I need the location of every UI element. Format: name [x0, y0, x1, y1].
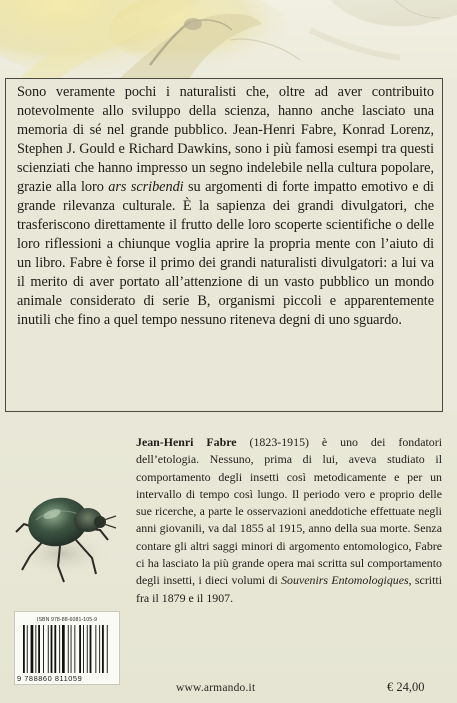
- quote-text-1: Sono veramente pochi i naturalisti che, oltre ad aver contribuito notevolmente allo sviluppo della scienza, hanno anche lasciato una memoria di sé nel grande pubblico. Jean-Henri Fabre, Konrad Lorenz, Stephen J. Gould e Richard Dawkins, sono i più famosi esempi tra questi scienziati che hanno impresso un segno indelebile nella cultura popolare, grazie alla loro: [17, 84, 434, 195]
- barcode-bars: [23, 625, 111, 673]
- quote-paragraph: [17, 83, 434, 330]
- quote-italic-term: ars scribendi: [108, 179, 184, 195]
- top-insect-image: [0, 0, 457, 78]
- bio-text-1: (1823-1915) è uno dei fondatori dell’etologia. Nessuno, prima di lui, aveva studiato il comportamento degli insetti così metodicamente e per un intervallo di tempo così lungo. Il periodo vero e proprio delle sue ricerche, a parte le osservazioni aneddotiche effettuate negli anni giovanili, va dal 1855 al 1915, anno della sua morte. Senza contare gli altri saggi minori di argomento entomologico, Fabre ci ha lasciato la più grande opera mai scritta sul comportamento degli insetti, i dieci volumi di: [136, 435, 442, 588]
- quote-text-2: su argomenti di forte impatto emotivo e di grande rilevanza culturale. È la sapienza dei grandi divulgatori, che trasferiscono direttamente il frutto delle loro scoperte scientifiche o delle loro riflessioni a chiunque voglia aprire la propria mente con l’aiuto di un libro. Fabre è forse il primo dei grandi naturalisti divulgatori: a lui va il merito di aver portato all’attenzione di un vasto pubblico un mondo animale considerato di serie B, organismi piccoli e apparentemente inutili che fino a quel tempo nessuno riteneva degni di uno sguardo.: [17, 179, 434, 328]
- author-name: Jean-Henri Fabre: [136, 435, 237, 449]
- bio-work-title: Souvenirs Entomologiques: [281, 573, 409, 588]
- website-link[interactable]: www.armando.it: [176, 682, 256, 694]
- barcode: [14, 611, 120, 685]
- isbn-text: ISBN 978-88-6081-105-9: [36, 617, 98, 623]
- author-bio: [136, 434, 442, 607]
- beetle-image: [12, 470, 122, 590]
- insect-wing-image: [0, 0, 457, 78]
- barcode-digits: 9 788860 811059: [17, 674, 83, 683]
- quote-box: [5, 78, 443, 412]
- bio-text-2: , scritti fra il 1879 e il 1907.: [136, 573, 442, 605]
- price-label: € 24,00: [387, 680, 425, 694]
